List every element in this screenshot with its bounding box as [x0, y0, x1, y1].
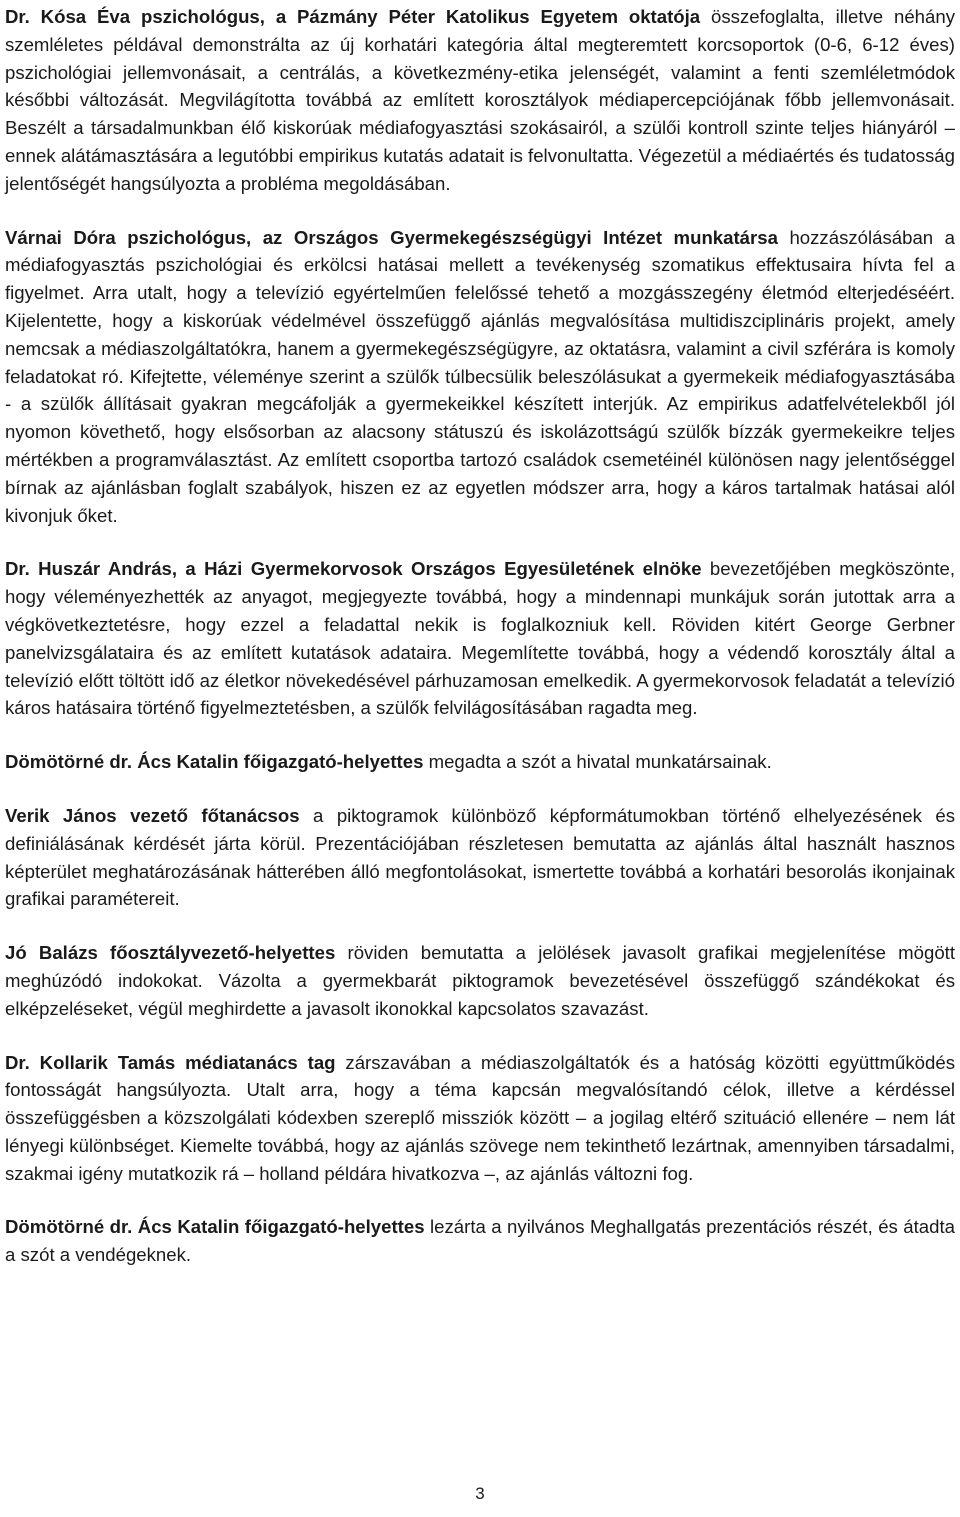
speaker-name: Dr. Huszár András, a Házi Gyermekorvosok Országos Egyesületének elnöke	[5, 558, 702, 580]
speaker-name: Dr. Kósa Éva pszichológus, a Pázmány Péter Katolikus Egyetem oktatója	[5, 6, 701, 27]
paragraph-text: hozzászólásában a médiafogyasztás pszichológiai és erkölcsi hatásai mellett a tevékenység szomatikus effektusaira hívta fel a figyelmet. Arra utalt, hogy a televízió egyértelműen felelőssé tehető a mozgásszegény életmód elterjedéséért. Kijelentette, hogy a kiskorúak védelmével összefüggő ajánlás megvalósítása multidiszciplináris projekt, amely nemcsak a médiaszolgáltatókra, hanem a gyermekegészségügyre, az oktatásra, valamint a civil szférára is komoly feladatokat ró. Kifejtette, véleménye szerint a szülők túlbecsülik beleszólásukat a gyermekeik médiafogyasztásába - a szülők állításait gyakran megcáfolják a gyermekeikkel készített interjúk. Az empirikus adatfelvételekből jól nyomon követhető, hogy elsősorban az alacsony státuszú és iskolázottságú szülők bízzák gyermekeikre teljes mértékben a programválasztást. Az említett csoportba tartozó családok csemetéinél különösen nagy jelentőséggel bírnak az ajánlásban foglalt szabályok, hiszen ez az egyetlen módszer arra, hogy a káros tartalmak hatásai alól kivonjuk őket.	[5, 226, 955, 526]
paragraph-text: lezárta a nyilvános Meghallgatás prezentációs részét, és átadta a szót a vendégeknek.	[5, 1216, 955, 1266]
paragraph-domotorne-1	[5, 748, 955, 776]
speaker-name: Dr. Kollarik Tamás médiatanács tag	[5, 1051, 336, 1073]
paragraph-kosa-eva	[5, 3, 955, 198]
paragraph-text: zárszavában a médiaszolgáltatók és a hatóság közötti együttműködés fontosságát hangsúlyozta. Utalt arra, hogy a téma kapcsán megvalósítandó célok, illetve a kérdéssel összefüggésben a közszolgálati kódexben szereplő missziók között – a jogilag eltérő szituáció ellenére – nem lát lényegi különbséget. Kiemelte továbbá, hogy az ajánlás szövege nem tekinthető lezártnak, amennyiben társadalmi, szakmai igény mutatkozik rá – holland példára hivatkozva –, az ajánlás változni fog.	[5, 1051, 955, 1184]
speaker-name: Várnai Dóra pszichológus, az Országos Gyermekegészségügyi Intézet munkatársa	[5, 226, 778, 248]
paragraph-text: összefoglalta, illetve néhány szemléletes példával demonstrálta az új korhatári kategória által megteremtett korcsoportok (0-6, 6-12 éves) pszichológiai jellemvonásait, a centrálás, a következmény-etika jelenségét, valamint a fenti szemléletmódok későbbi változását. Megvilágította továbbá az említett korosztályok médiapercepciójának főbb jellemvonásait. Beszélt a társadalmunkban élő kiskorúak médiafogyasztási szokásairól, a szülői kontroll szinte teljes hiányáról – ennek alátámasztására a legutóbbi empirikus kutatás adatait is felvonultatta. Végezetül a médiaértés és tudatosság jelentőségét hangsúlyozta a probléma megoldásában.	[5, 6, 955, 194]
page-number: 3	[475, 1484, 485, 1503]
paragraph-verik-janos	[5, 802, 955, 913]
paragraph-text: megadta a szót a hivatal munkatársainak.	[423, 751, 772, 773]
paragraph-jo-balazs	[5, 939, 955, 1022]
speaker-name: Dömötörné dr. Ács Katalin főigazgató-helyettes	[5, 1216, 425, 1238]
paragraph-text: a piktogramok különböző képformátumokban történő elhelyezésének és definiálásának kérdését járta körül. Prezentációjában részletesen bemutatta az ajánlás által használt hasznos képterület meghatározásának hátterében álló megfontolásokat, ismertette továbbá a korhatári besorolás ikonjainak grafikai paramétereit.	[5, 804, 955, 910]
paragraph-text: bevezetőjében megköszönte, hogy véleményezhették az anyagot, megjegyezte továbbá, hogy a mindennapi munkájuk során jutottak arra a végkövetkeztetésre, hogy ezzel a feladattal nekik is foglalkozniuk kell. Röviden kitért George Gerbner panelvizsgálataira és az említett kutatások adataira. Megemlítette továbbá, hogy a védendő korosztály által a televízió előtt töltött idő az életkor növekedésével párhuzamosan emelkedik. A gyermekorvosok feladatát a televízió káros hatásaira történő figyelmeztetésben, a szülők felvilágosításában ragadta meg.	[5, 558, 955, 719]
paragraph-domotorne-2	[5, 1213, 955, 1269]
paragraph-kollarik-tamas	[5, 1049, 955, 1188]
document-page	[5, 3, 955, 1295]
paragraph-text: röviden bemutatta a jelölések javasolt grafikai megjelenítése mögött meghúzódó indokokat. Vázolta a gyermekbarát piktogramok bevezetésével összefüggő szándékokat és elképzeléseket, végül meghirdette a javasolt ikonokkal kapcsolatos szavazást.	[5, 942, 955, 1019]
speaker-name: Dömötörné dr. Ács Katalin főigazgató-helyettes	[5, 751, 424, 773]
speaker-name: Verik János vezető főtanácsos	[5, 804, 300, 826]
speaker-name: Jó Balázs főosztályvezető-helyettes	[5, 942, 336, 964]
paragraph-varnai-dora	[5, 224, 955, 530]
paragraph-huszar-andras	[5, 555, 955, 722]
